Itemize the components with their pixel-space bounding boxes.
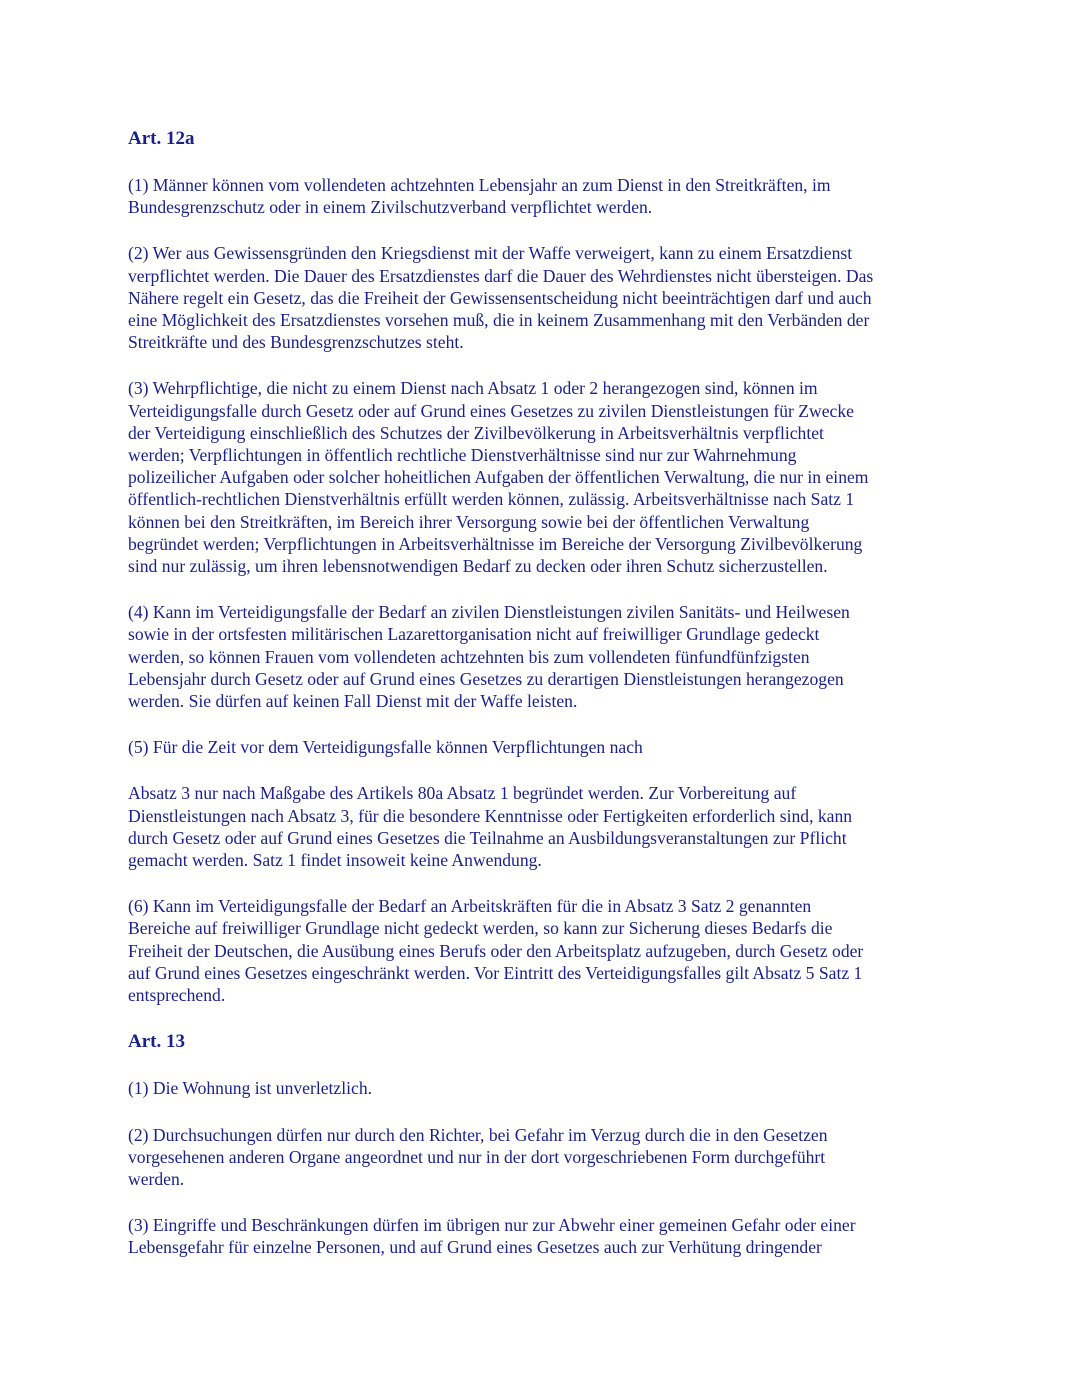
- document-page: [128, 127, 958, 1283]
- paragraph-2: (2) Durchsuchungen dürfen nur durch den Richter, bei Gefahr im Verzug durch die in den Gesetzen vorgesehenen anderen Organe angeordnet und nur in der dort vorgeschriebenen Form durchgeführt werden.: [128, 1124, 828, 1189]
- article-heading: Art. 13: [128, 1031, 185, 1053]
- paragraph-3: (3) Eingriffe und Beschränkungen dürfen im übrigen nur zur Abwehr einer gemeinen Gefahr oder einer Lebensgefahr für einzelne Personen, und auf Grund eines Gesetzes auch zur Verhütung dringender: [128, 1215, 856, 1258]
- paragraph-5-continued: Absatz 3 nur nach Maßgabe des Artikels 80a Absatz 1 begründet werden. Zur Vorbereitung auf Dienstleistungen nach Absatz 3, für die besondere Kenntnisse oder Fertigkeiten erforderlich sind, kann durch Gesetz oder auf Grund eines Gesetzes die Teilnahme an Ausbildungsveranstaltungen zur Pflicht gemacht werden. Satz 1 findet insoweit keine Anwendung.: [128, 783, 853, 871]
- paragraph-1: (1) Männer können vom vollendeten achtzehnten Lebensjahr an zum Dienst in den Streitkräften, im Bundesgrenzschutz oder in einem Zivilschutzverband verpflichtet werden.: [128, 175, 831, 218]
- paragraph-5: (5) Für die Zeit vor dem Verteidigungsfalle können Verpflichtungen nach: [128, 737, 643, 758]
- article-13: [128, 1030, 958, 1258]
- paragraph-3: (3) Wehrpflichtige, die nicht zu einem Dienst nach Absatz 1 oder 2 herangezogen sind, können im Verteidigungsfalle durch Gesetz oder auf Grund eines Gesetzes zu zivilen Dienstleistungen für Zwecke der Verteidigung einschließlich des Schutzes der Zivilbevölkerung in Arbeitsverhältnis verpflichtet werden; Verpflichtungen in öffentlich rechtliche Dienstverhältnisse sind nur zur Wahrnehmung polizeilicher Aufgaben oder solcher hoheitlichen Aufgaben der öffentlichen Verwaltung, die nur in einem öffentlich-rechtlichen Dienstverhältnis erfüllt werden können, zulässig. Arbeitsverhältnisse nach Satz 1 können bei den Streitkräften, im Bereich ihrer Versorgung sowie bei der öffentlichen Verwaltung begründet werden; Verpflichtungen in Arbeitsverhältnisse im Bereiche der Versorgung Zivilbevölkerung sind nur zulässig, um ihren lebensnotwendigen Bedarf zu decken oder ihren Schutz sicherzustellen.: [128, 378, 869, 577]
- paragraph-1: (1) Die Wohnung ist unverletzlich.: [128, 1078, 373, 1099]
- article-heading: Art. 12a: [128, 128, 195, 149]
- article-12a: [128, 127, 958, 1006]
- paragraph-6: (6) Kann im Verteidigungsfalle der Bedarf an Arbeitskräften für die in Absatz 3 Satz 2 genannten Bereiche auf freiwilliger Grundlage nicht gedeckt werden, so kann zur Sicherung dieses Bedarfs die Freiheit der Deutschen, die Ausübung eines Berufs oder den Arbeitsplatz aufzugeben, durch Gesetz oder auf Grund eines Gesetzes eingeschränkt werden. Vor Eintritt des Verteidigungsfalles gilt Absatz 5 Satz 1 entsprechend.: [128, 896, 864, 1006]
- paragraph-2: (2) Wer aus Gewissensgründen den Kriegsdienst mit der Waffe verweigert, kann zu einem Ersatzdienst verpflichtet werden. Die Dauer des Ersatzdienstes darf die Dauer des Wehrdienstes nicht übersteigen. Das Nähere regelt ein Gesetz, das die Freiheit der Gewissensentscheidung nicht beeinträchtigen darf und auch eine Möglichkeit des Ersatzdienstes vorsehen muß, die in keinem Zusammenhang mit den Verbänden der Streitkräfte und des Bundesgrenzschutzes steht.: [128, 243, 874, 353]
- paragraph-4: (4) Kann im Verteidigungsfalle der Bedarf an zivilen Dienstleistungen zivilen Sanitäts- und Heilwesen sowie in der ortsfesten militärischen Lazarettorganisation nicht auf freiwilliger Grundlage gedeckt werden, so können Frauen vom vollendeten achtzehnten bis zum vollendeten fünfundfünfzigsten Lebensjahr durch Gesetz oder auf Grund eines Gesetzes zu derartigen Dienstleistungen herangezogen werden. Sie dürfen auf keinen Fall Dienst mit der Waffe leisten.: [128, 602, 850, 712]
